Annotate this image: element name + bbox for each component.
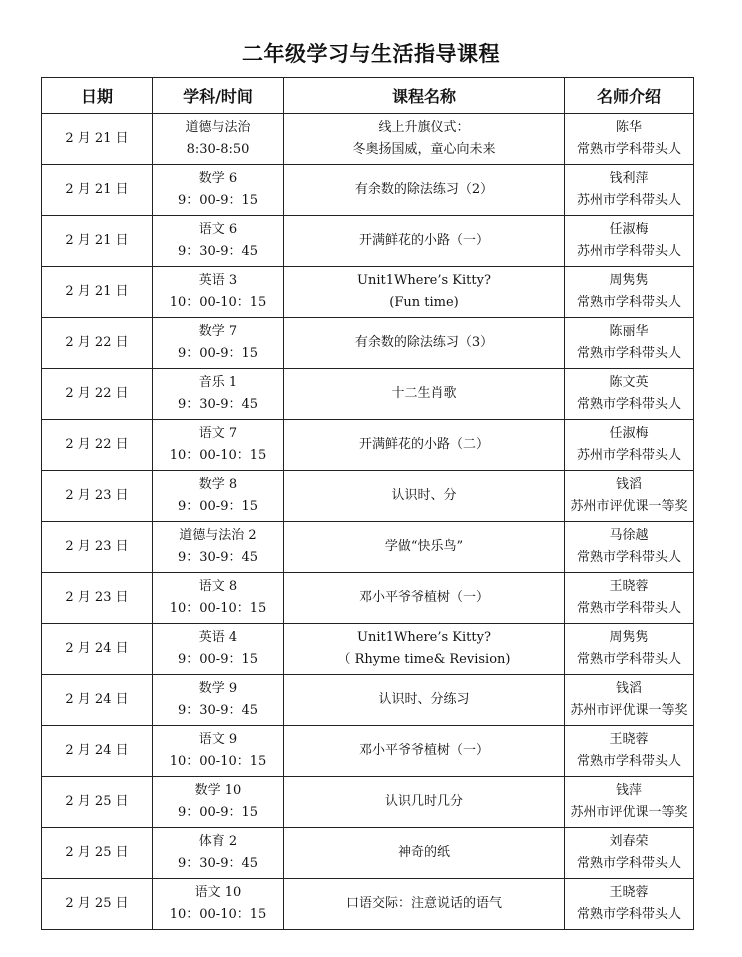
teacher-name: 钱利萍 — [609, 171, 649, 186]
table-row — [42, 777, 694, 828]
teacher-name: 陈华 — [615, 120, 642, 135]
course-name-line: Unit1Where’s Kitty? — [357, 273, 491, 288]
course-name-line: 认识时、分 — [391, 488, 457, 503]
subject-text: 语文 6 — [198, 222, 238, 237]
teacher-title: 常熟市学科带头人 — [576, 397, 681, 412]
time-text: 9：30-9：45 — [177, 244, 259, 259]
subject-text: 数学 10 — [194, 783, 242, 798]
subject-time-cell — [153, 471, 284, 522]
teacher-name: 周隽隽 — [609, 630, 649, 645]
subject-text: 体育 2 — [198, 834, 238, 849]
subject-time-cell — [153, 267, 284, 318]
date-cell — [42, 165, 153, 216]
course-name-line: 十二生肖歌 — [391, 386, 457, 401]
table-row — [42, 522, 694, 573]
course-name-line: 线上升旗仪式： — [378, 120, 470, 135]
document-title: 二年级学习与生活指导课程 — [242, 42, 500, 66]
course-name-line: 邓小平爷爷植树（一） — [358, 590, 489, 605]
table-row — [42, 216, 694, 267]
teacher-title: 常熟市学科带头人 — [576, 652, 681, 667]
subject-text: 音乐 1 — [198, 375, 238, 390]
teacher-cell — [565, 471, 694, 522]
teacher-title: 苏州市学科带头人 — [576, 244, 681, 259]
teacher-cell — [565, 267, 694, 318]
course-name-line: 认识时、分练习 — [378, 692, 470, 707]
teacher-title: 常熟市学科带头人 — [576, 856, 681, 871]
time-text: 9：00-9：15 — [177, 652, 259, 667]
date-text: 2 月 25 日 — [65, 896, 129, 911]
course-name-cell — [284, 777, 565, 828]
date-cell — [42, 624, 153, 675]
subject-time-cell — [153, 828, 284, 879]
course-name-line: 认识几时几分 — [384, 794, 463, 809]
teacher-name: 任淑梅 — [609, 426, 649, 441]
table-row — [42, 624, 694, 675]
course-name-line: (Fun time) — [389, 295, 459, 310]
course-name-line: 冬奥扬国威，童心向未来 — [352, 142, 496, 157]
date-cell — [42, 318, 153, 369]
date-text: 2 月 22 日 — [65, 437, 129, 452]
table-row — [42, 267, 694, 318]
subject-text: 语文 9 — [198, 732, 238, 747]
teacher-cell — [565, 675, 694, 726]
teacher-name: 钱萍 — [615, 783, 642, 798]
course-name-cell — [284, 369, 565, 420]
date-cell — [42, 573, 153, 624]
teacher-name: 陈文英 — [609, 375, 649, 390]
course-name-line: （ Rhyme time& Revision) — [337, 652, 511, 667]
course-name-cell — [284, 267, 565, 318]
time-text: 9：30-9：45 — [177, 550, 259, 565]
teacher-cell — [565, 369, 694, 420]
subject-time-cell — [153, 777, 284, 828]
date-cell — [42, 879, 153, 930]
date-cell — [42, 522, 153, 573]
time-text: 9：30-9：45 — [177, 856, 259, 871]
teacher-name: 刘春荣 — [609, 834, 649, 849]
teacher-cell — [565, 573, 694, 624]
date-text: 2 月 25 日 — [65, 845, 129, 860]
table-row — [42, 726, 694, 777]
course-name-line: 口语交际：注意说话的语气 — [345, 896, 502, 911]
table-row — [42, 828, 694, 879]
teacher-title: 苏州市评优课一等奖 — [570, 703, 688, 718]
date-cell — [42, 471, 153, 522]
date-text: 2 月 23 日 — [65, 590, 129, 605]
time-text: 8:30-8:50 — [186, 142, 250, 157]
teacher-title: 常熟市学科带头人 — [576, 142, 681, 157]
course-name-line: 有余数的除法练习（3） — [354, 335, 494, 350]
course-name-cell — [284, 216, 565, 267]
time-text: 9：00-9：15 — [177, 805, 259, 820]
subject-text: 语文 8 — [198, 579, 238, 594]
teacher-name: 王晓蓉 — [609, 885, 649, 900]
date-text: 2 月 23 日 — [65, 488, 129, 503]
table-row — [42, 369, 694, 420]
course-name-cell — [284, 522, 565, 573]
date-text: 2 月 21 日 — [65, 182, 129, 197]
teacher-cell — [565, 522, 694, 573]
table-body — [42, 114, 694, 930]
date-cell — [42, 420, 153, 471]
teacher-name: 周隽隽 — [609, 273, 649, 288]
subject-text: 英语 4 — [198, 630, 238, 645]
course-name-cell — [284, 573, 565, 624]
time-text: 10：00-10：15 — [169, 448, 267, 463]
teacher-title: 常熟市学科带头人 — [576, 754, 681, 769]
date-cell — [42, 267, 153, 318]
subject-time-cell — [153, 369, 284, 420]
table-header-row — [42, 78, 694, 114]
header-course-name: 课程名称 — [284, 78, 565, 114]
subject-time-cell — [153, 114, 284, 165]
course-name-cell — [284, 624, 565, 675]
date-text: 2 月 21 日 — [65, 233, 129, 248]
teacher-name: 任淑梅 — [609, 222, 649, 237]
teacher-title: 常熟市学科带头人 — [576, 601, 681, 616]
date-text: 2 月 24 日 — [65, 692, 129, 707]
teacher-title: 苏州市评优课一等奖 — [570, 499, 688, 514]
table-row — [42, 471, 694, 522]
subject-text: 数学 9 — [198, 681, 238, 696]
teacher-cell — [565, 165, 694, 216]
date-cell — [42, 114, 153, 165]
date-text: 2 月 23 日 — [65, 539, 129, 554]
teacher-name: 王晓蓉 — [609, 732, 649, 747]
teacher-cell — [565, 624, 694, 675]
course-name-cell — [284, 675, 565, 726]
teacher-cell — [565, 318, 694, 369]
teacher-cell — [565, 726, 694, 777]
subject-text: 数学 7 — [198, 324, 238, 339]
time-text: 9：00-9：15 — [177, 499, 259, 514]
date-cell — [42, 369, 153, 420]
date-cell — [42, 675, 153, 726]
subject-time-cell — [153, 879, 284, 930]
teacher-cell — [565, 420, 694, 471]
course-name-cell — [284, 471, 565, 522]
date-cell — [42, 216, 153, 267]
time-text: 10：00-10：15 — [169, 754, 267, 769]
subject-time-cell — [153, 420, 284, 471]
teacher-title: 苏州市学科带头人 — [576, 448, 681, 463]
teacher-cell — [565, 777, 694, 828]
subject-text: 数学 6 — [198, 171, 238, 186]
subject-time-cell — [153, 165, 284, 216]
course-name-line: 有余数的除法练习（2） — [354, 182, 494, 197]
table-row — [42, 573, 694, 624]
teacher-title: 常熟市学科带头人 — [576, 907, 681, 922]
course-name-line: 神奇的纸 — [397, 845, 450, 860]
date-cell — [42, 777, 153, 828]
course-name-cell — [284, 879, 565, 930]
teacher-title: 常熟市学科带头人 — [576, 346, 681, 361]
table-row — [42, 318, 694, 369]
teacher-title: 常熟市学科带头人 — [576, 550, 681, 565]
subject-time-cell — [153, 675, 284, 726]
time-text: 9：00-9：15 — [177, 193, 259, 208]
course-name-line: Unit1Where’s Kitty? — [357, 630, 491, 645]
teacher-title: 苏州市学科带头人 — [576, 193, 681, 208]
date-text: 2 月 22 日 — [65, 386, 129, 401]
subject-time-cell — [153, 726, 284, 777]
teacher-cell — [565, 216, 694, 267]
date-text: 2 月 22 日 — [65, 335, 129, 350]
course-name-cell — [284, 726, 565, 777]
time-text: 10：00-10：15 — [169, 601, 267, 616]
teacher-name: 钱滔 — [615, 681, 642, 696]
teacher-cell — [565, 879, 694, 930]
header-subject-time: 学科/时间 — [153, 78, 284, 114]
subject-text: 数学 8 — [198, 477, 238, 492]
teacher-cell — [565, 828, 694, 879]
date-text: 2 月 21 日 — [65, 284, 129, 299]
course-name-line: 邓小平爷爷植树（一） — [358, 743, 489, 758]
course-name-cell — [284, 114, 565, 165]
time-text: 10：00-10：15 — [169, 907, 267, 922]
time-text: 9：30-9：45 — [177, 703, 259, 718]
date-cell — [42, 726, 153, 777]
course-name-line: 学做“快乐鸟” — [384, 539, 464, 554]
header-date: 日期 — [42, 78, 153, 114]
date-cell — [42, 828, 153, 879]
teacher-cell — [565, 114, 694, 165]
date-text: 2 月 21 日 — [65, 131, 129, 146]
time-text: 9：30-9：45 — [177, 397, 259, 412]
course-schedule-table — [41, 77, 694, 930]
course-name-cell — [284, 828, 565, 879]
table-row — [42, 879, 694, 930]
teacher-title: 常熟市学科带头人 — [576, 295, 681, 310]
course-name-cell — [284, 420, 565, 471]
subject-text: 道德与法治 2 — [179, 528, 257, 543]
header-teacher-intro: 名师介绍 — [565, 78, 694, 114]
table-row — [42, 165, 694, 216]
subject-text: 道德与法治 — [185, 120, 251, 135]
time-text: 10：00-10：15 — [169, 295, 267, 310]
subject-time-cell — [153, 216, 284, 267]
subject-time-cell — [153, 624, 284, 675]
subject-text: 英语 3 — [198, 273, 238, 288]
teacher-name: 陈丽华 — [609, 324, 649, 339]
course-name-cell — [284, 318, 565, 369]
subject-time-cell — [153, 318, 284, 369]
subject-text: 语文 10 — [194, 885, 242, 900]
course-name-line: 开满鲜花的小路（一） — [358, 233, 489, 248]
table-row — [42, 114, 694, 165]
teacher-name: 钱滔 — [615, 477, 642, 492]
date-text: 2 月 25 日 — [65, 794, 129, 809]
teacher-name: 王晓蓉 — [609, 579, 649, 594]
subject-time-cell — [153, 522, 284, 573]
teacher-title: 苏州市评优课一等奖 — [570, 805, 688, 820]
subject-time-cell — [153, 573, 284, 624]
table-row — [42, 675, 694, 726]
course-name-cell — [284, 165, 565, 216]
subject-text: 语文 7 — [198, 426, 238, 441]
teacher-name: 马徐越 — [609, 528, 649, 543]
date-text: 2 月 24 日 — [65, 641, 129, 656]
table-row — [42, 420, 694, 471]
date-text: 2 月 24 日 — [65, 743, 129, 758]
time-text: 9：00-9：15 — [177, 346, 259, 361]
course-name-line: 开满鲜花的小路（二） — [358, 437, 489, 452]
